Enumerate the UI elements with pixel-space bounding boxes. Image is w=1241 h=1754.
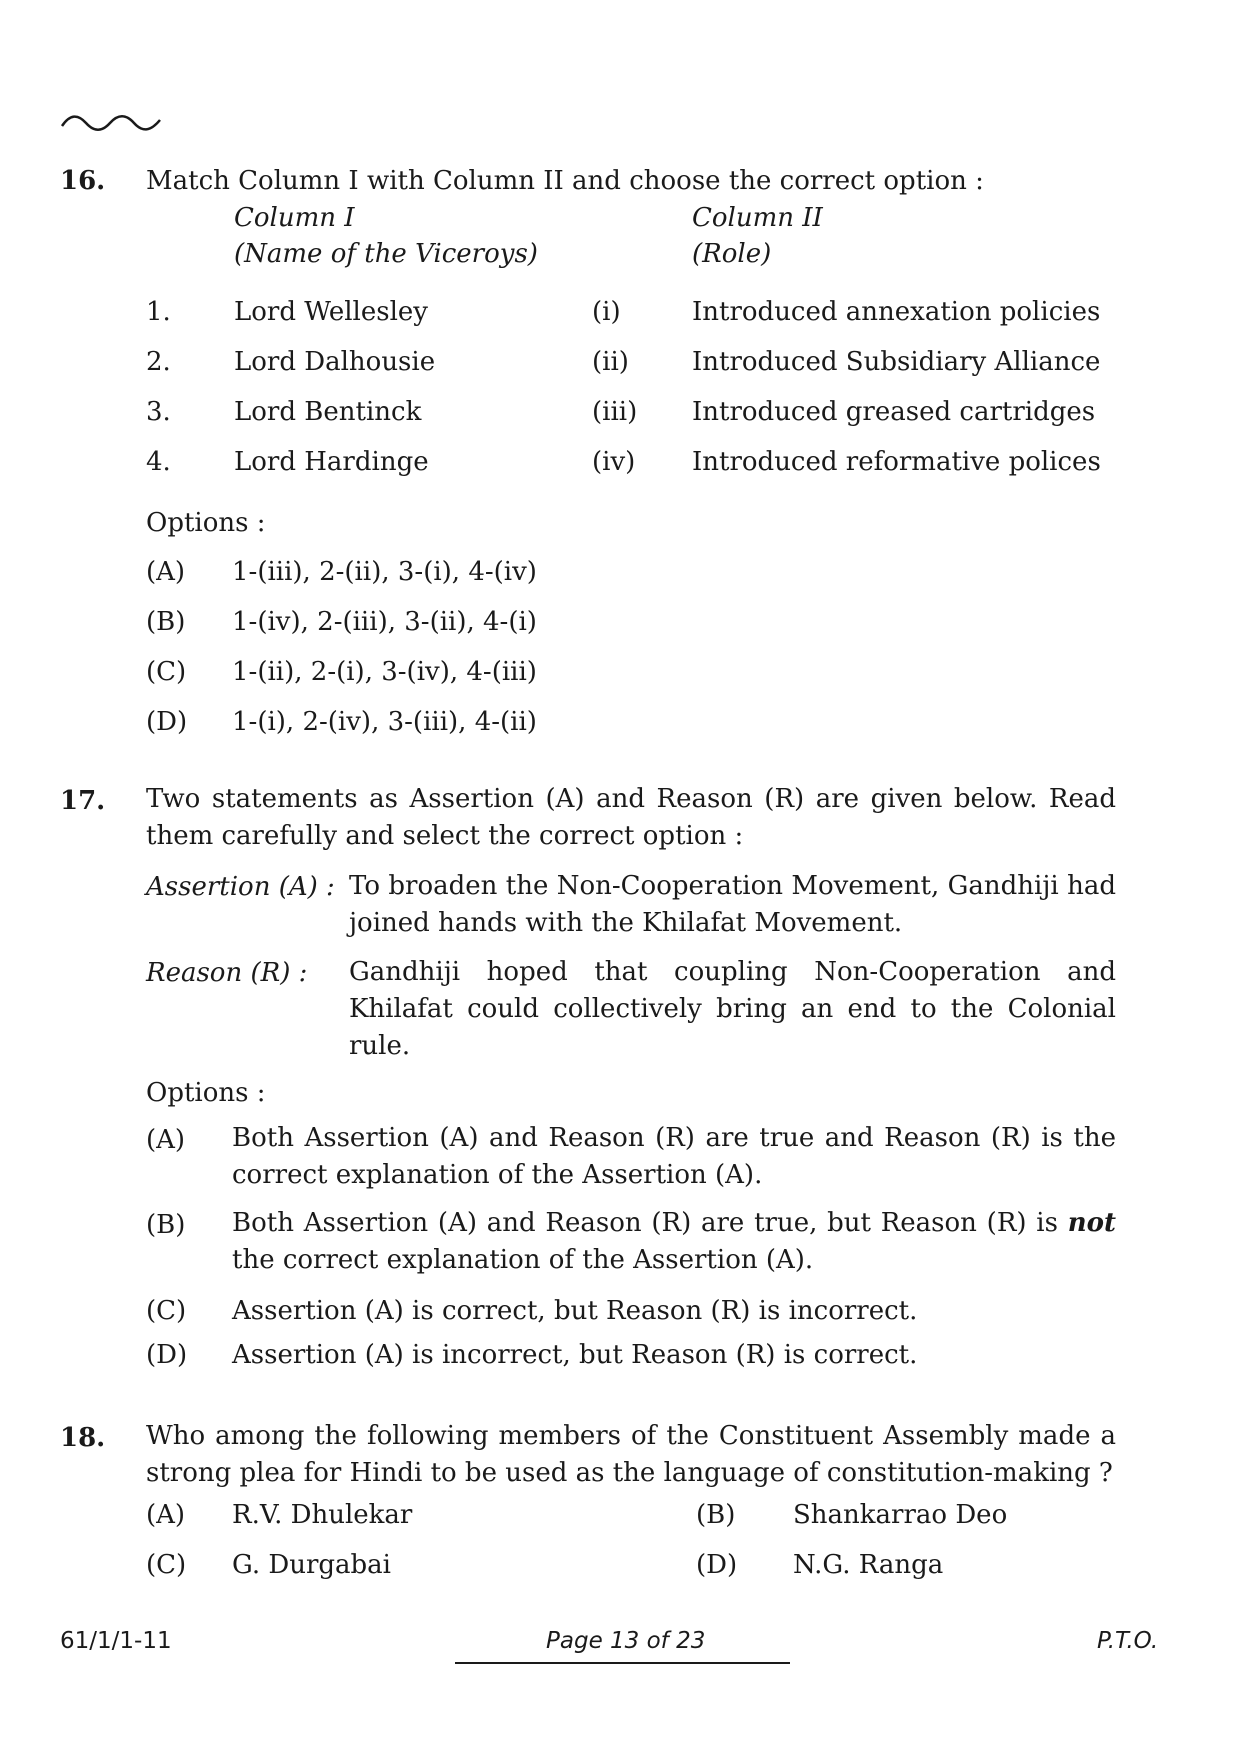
question-number: 16. [60,166,106,196]
option-label: (C) [146,1550,187,1580]
option-label: (A) [146,557,186,587]
column-1-subtitle: (Name of the Viceroys) [234,239,538,269]
question-number: 17. [60,786,106,816]
question-number: 18. [60,1423,106,1453]
option-text: N.G. Ranga [793,1550,944,1580]
option-label: (B) [146,1210,186,1240]
option-text: G. Durgabai [232,1550,391,1580]
option-label: (A) [146,1500,186,1530]
option-text: 1-(i), 2-(iv), 3-(iii), 4-(ii) [232,707,537,737]
roman-label: (i) [592,297,621,327]
assertion-text: To broaden the Non-Cooperation Movement, Gandhiji had joined hands with the Khilafat Movement. [349,871,1116,938]
options-label: Options : [146,1078,266,1108]
option-text: 1-(ii), 2-(i), 3-(iv), 4-(iii) [232,657,537,687]
role-text: Introduced annexation policies [692,297,1101,327]
role-text: Introduced greased cartridges [692,397,1096,427]
row-number: 3. [146,397,171,427]
roman-label: (iv) [592,447,636,477]
reason-label: Reason (R) : [146,958,308,988]
viceroy-name: Lord Hardinge [234,447,429,477]
option-text: Assertion (A) is correct, but Reason (R) is incorrect. [232,1296,918,1326]
option-text: Assertion (A) is incorrect, but Reason (R) is correct. [232,1340,918,1370]
viceroy-name: Lord Dalhousie [234,347,436,377]
page-number-underline [455,1662,790,1664]
reason-text: Gandhiji hoped that coupling Non-Cooperation and Khilafat could collectively bring an end to the Colonial rule. [349,957,1116,1061]
option-label: (C) [146,657,187,687]
column-1-title: Column I [234,203,355,233]
question-prompt: Match Column I with Column II and choose the correct option : [146,166,984,196]
option-text: Shankarrao Deo [793,1500,1008,1530]
viceroy-name: Lord Wellesley [234,297,428,327]
roman-label: (ii) [592,347,629,377]
role-text: Introduced Subsidiary Alliance [692,347,1101,377]
option-label: (B) [146,607,186,637]
option-label: (B) [696,1500,736,1530]
options-label: Options : [146,508,266,538]
option-text: 1-(iii), 2-(ii), 3-(i), 4-(iv) [232,557,537,587]
option-label: (D) [146,707,188,737]
option-text: R.V. Dhulekar [232,1500,413,1530]
role-text: Introduced reformative polices [692,447,1101,477]
option-label: (D) [146,1340,188,1370]
option-text: Both Assertion (A) and Reason (R) are true and Reason (R) is the correct explanation of the Assertion (A). [232,1123,1116,1190]
assertion-label: Assertion (A) : [146,872,335,902]
option-label: (D) [696,1550,738,1580]
pto-label: P.T.O. [1097,1628,1159,1654]
option-text: 1-(iv), 2-(iii), 3-(ii), 4-(i) [232,607,537,637]
question-prompt: Two statements as Assertion (A) and Reason (R) are given below. Read them carefully and select the correct option : [146,784,1116,851]
option-label: (C) [146,1296,187,1326]
row-number: 4. [146,447,171,477]
paper-code: 61/1/1-11 [60,1628,172,1654]
row-number: 1. [146,297,171,327]
roman-label: (iii) [592,397,638,427]
column-2-title: Column II [692,203,823,233]
option-label: (A) [146,1125,186,1155]
row-number: 2. [146,347,171,377]
question-prompt: Who among the following members of the Constituent Assembly made a strong plea for Hindi to be used as the language of constitution-making ? [146,1421,1116,1488]
emphasis-not: not [1067,1208,1116,1238]
option-text: Both Assertion (A) and Reason (R) are true, but Reason (R) is not the correct explanation of the Assertion (A). [232,1208,1116,1275]
column-2-subtitle: (Role) [692,239,772,269]
page-number: Page 13 of 23 [546,1628,706,1654]
viceroy-name: Lord Bentinck [234,397,422,427]
wavy-line-mark [60,112,162,134]
